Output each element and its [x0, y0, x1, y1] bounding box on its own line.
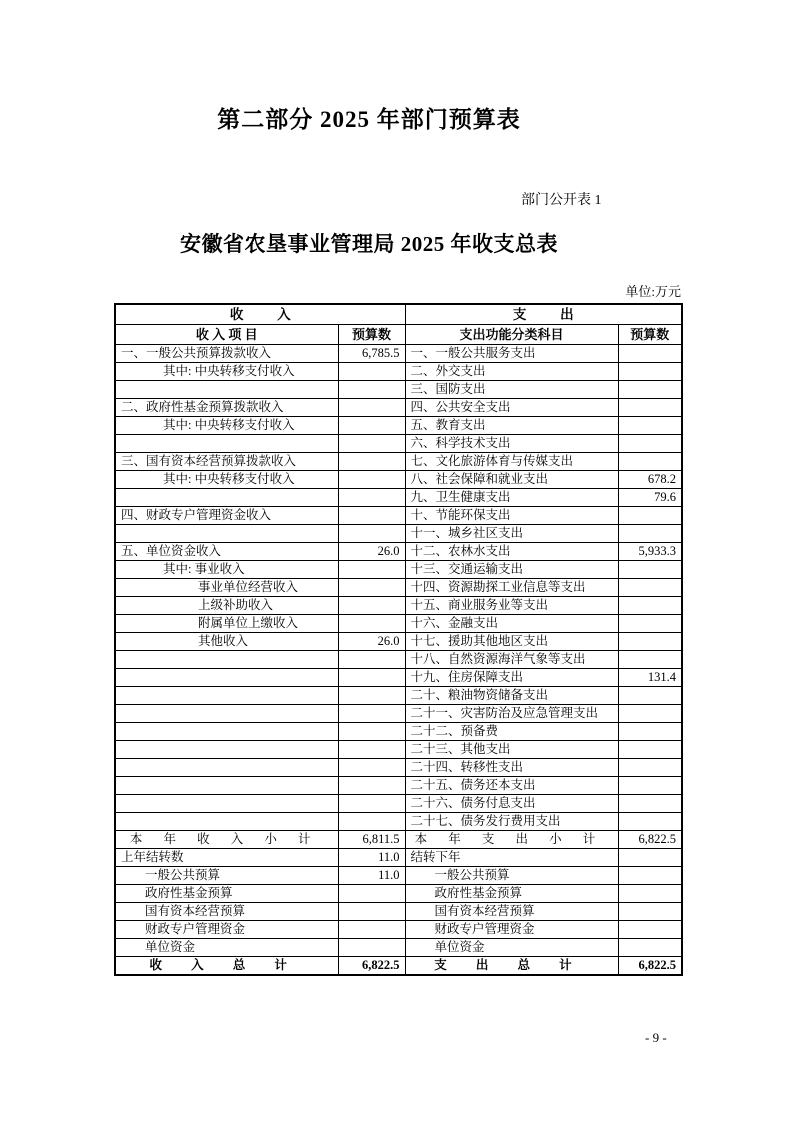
income-value-cell	[338, 506, 405, 524]
expense-item-cell: 六、科学技术支出	[405, 434, 618, 452]
income-value-cell: 11.0	[338, 866, 405, 884]
income-item-cell: 五、单位资金收入	[115, 542, 338, 560]
income-value-cell: 11.0	[338, 848, 405, 866]
expense-value-cell	[618, 452, 682, 470]
income-item-cell	[115, 686, 338, 704]
budget-row	[115, 542, 682, 560]
budget-row	[115, 596, 682, 614]
expense-value-cell	[618, 362, 682, 380]
expense-value-cell: 79.6	[618, 488, 682, 506]
expense-item-cell: 十四、资源勘探工业信息等支出	[405, 578, 618, 596]
budget-row	[115, 506, 682, 524]
income-value-cell	[338, 884, 405, 902]
budget-row	[115, 560, 682, 578]
income-item-cell: 四、财政专户管理资金收入	[115, 506, 338, 524]
expense-item-cell: 单位资金	[405, 938, 618, 956]
expense-item-cell: 十一、城乡社区支出	[405, 524, 618, 542]
income-item-cell: 其中: 中央转移支付收入	[115, 470, 338, 488]
expense-item-cell: 二、外交支出	[405, 362, 618, 380]
expense-value-cell: 6,822.5	[618, 830, 682, 848]
income-value-cell	[338, 650, 405, 668]
budget-row	[115, 488, 682, 506]
income-item-cell: 本 年 收 入 小 计	[115, 830, 338, 848]
document-title: 第二部分 2025 年部门预算表	[217, 107, 521, 132]
expense-value-cell	[618, 884, 682, 902]
column-header-row	[115, 324, 682, 344]
expense-value-cell	[618, 560, 682, 578]
income-item-cell	[115, 488, 338, 506]
expense-value-cell	[618, 938, 682, 956]
budget-row	[115, 434, 682, 452]
income-value-cell	[338, 938, 405, 956]
income-item-cell: 政府性基金预算	[115, 884, 338, 902]
budget-row	[115, 398, 682, 416]
expense-value-cell	[618, 416, 682, 434]
budget-row	[115, 380, 682, 398]
budget-row	[115, 704, 682, 722]
income-item-cell: 其中: 事业收入	[115, 560, 338, 578]
budget-row	[115, 344, 682, 362]
income-value-cell	[338, 596, 405, 614]
expense-value-cell	[618, 344, 682, 362]
income-item-cell: 二、政府性基金预算拨款收入	[115, 398, 338, 416]
expense-value-cell	[618, 398, 682, 416]
expense-value-cell	[618, 380, 682, 398]
expense-item-cell: 三、国防支出	[405, 380, 618, 398]
budget-row	[115, 740, 682, 758]
income-item-cell	[115, 524, 338, 542]
budget-row	[115, 632, 682, 650]
expense-value-cell	[618, 794, 682, 812]
income-value-cell	[338, 776, 405, 794]
income-item-cell	[115, 758, 338, 776]
income-item-cell	[115, 794, 338, 812]
budget-table	[114, 303, 683, 976]
income-value-cell	[338, 380, 405, 398]
income-item-cell	[115, 650, 338, 668]
budget-row	[115, 578, 682, 596]
income-section-header: 收 入	[115, 304, 405, 324]
income-value-cell	[338, 488, 405, 506]
expense-item-cell: 二十、粮油物资储备支出	[405, 686, 618, 704]
expense-item-cell: 本 年 支 出 小 计	[405, 830, 618, 848]
income-budget-column-header: 预算数	[338, 324, 405, 344]
income-value-cell: 6,811.5	[338, 830, 405, 848]
expense-item-cell: 结转下年	[405, 848, 618, 866]
income-value-cell	[338, 362, 405, 380]
expense-item-cell: 九、卫生健康支出	[405, 488, 618, 506]
income-value-cell	[338, 902, 405, 920]
income-item-cell: 其中: 中央转移支付收入	[115, 362, 338, 380]
income-value-cell	[338, 524, 405, 542]
income-value-cell	[338, 668, 405, 686]
income-item-cell	[115, 740, 338, 758]
income-value-cell: 26.0	[338, 542, 405, 560]
expense-value-cell	[618, 686, 682, 704]
expense-item-cell: 二十一、灾害防治及应急管理支出	[405, 704, 618, 722]
table-title: 安徽省农垦事业管理局 2025 年收支总表	[180, 232, 558, 256]
expense-item-cell: 二十四、转移性支出	[405, 758, 618, 776]
income-item-cell: 事业单位经营收入	[115, 578, 338, 596]
income-value-cell: 6,822.5	[338, 956, 405, 975]
income-value-cell	[338, 758, 405, 776]
income-item-cell	[115, 704, 338, 722]
expense-item-cell: 五、教育支出	[405, 416, 618, 434]
expense-value-cell	[618, 524, 682, 542]
expense-value-cell	[618, 920, 682, 938]
income-item-column-header: 收 入 项 目	[115, 324, 338, 344]
expense-value-cell: 5,933.3	[618, 542, 682, 560]
expense-item-cell: 四、公共安全支出	[405, 398, 618, 416]
expense-value-cell: 678.2	[618, 470, 682, 488]
expense-item-cell: 十三、交通运输支出	[405, 560, 618, 578]
budget-row	[115, 452, 682, 470]
income-item-cell: 其中: 中央转移支付收入	[115, 416, 338, 434]
budget-row	[115, 794, 682, 812]
expense-budget-column-header: 预算数	[618, 324, 682, 344]
income-value-cell	[338, 740, 405, 758]
expense-value-cell	[618, 902, 682, 920]
expense-value-cell	[618, 758, 682, 776]
budget-row	[115, 524, 682, 542]
expense-value-cell	[618, 650, 682, 668]
income-value-cell	[338, 398, 405, 416]
expense-value-cell	[618, 722, 682, 740]
income-item-cell: 单位资金	[115, 938, 338, 956]
expense-item-cell: 八、社会保障和就业支出	[405, 470, 618, 488]
expense-value-cell	[618, 866, 682, 884]
unit-note: 单位:万元	[625, 284, 681, 299]
income-value-cell	[338, 560, 405, 578]
expense-item-cell: 十五、商业服务业等支出	[405, 596, 618, 614]
income-item-cell: 上年结转数	[115, 848, 338, 866]
expense-value-cell	[618, 506, 682, 524]
expense-value-cell: 131.4	[618, 668, 682, 686]
expense-value-cell	[618, 776, 682, 794]
expense-item-cell: 一、一般公共服务支出	[405, 344, 618, 362]
income-item-cell: 财政专户管理资金	[115, 920, 338, 938]
budget-row	[115, 884, 682, 902]
income-item-cell: 一、一般公共预算拨款收入	[115, 344, 338, 362]
income-item-cell	[115, 668, 338, 686]
expense-item-cell: 国有资本经营预算	[405, 902, 618, 920]
budget-row	[115, 866, 682, 884]
expense-item-cell: 财政专户管理资金	[405, 920, 618, 938]
budget-row	[115, 758, 682, 776]
expense-item-cell: 政府性基金预算	[405, 884, 618, 902]
table-label: 部门公开表 1	[521, 193, 602, 208]
income-item-cell: 收 入 总 计	[115, 956, 338, 975]
expense-section-header: 支 出	[405, 304, 682, 324]
expense-item-cell: 十九、住房保障支出	[405, 668, 618, 686]
expense-item-cell: 二十二、预备费	[405, 722, 618, 740]
budget-row	[115, 614, 682, 632]
income-value-cell	[338, 578, 405, 596]
expense-value-cell	[618, 812, 682, 830]
expense-item-column-header: 支出功能分类科目	[405, 324, 618, 344]
expense-value-cell	[618, 434, 682, 452]
page-number: - 9 -	[645, 1030, 667, 1045]
expense-item-cell: 一般公共预算	[405, 866, 618, 884]
expense-item-cell: 支 出 总 计	[405, 956, 618, 975]
income-item-cell: 上级补助收入	[115, 596, 338, 614]
income-value-cell	[338, 722, 405, 740]
budget-row	[115, 848, 682, 866]
income-item-cell	[115, 434, 338, 452]
income-item-cell: 一般公共预算	[115, 866, 338, 884]
income-value-cell	[338, 434, 405, 452]
expense-value-cell	[618, 632, 682, 650]
section-header-row	[115, 304, 682, 324]
budget-row	[115, 722, 682, 740]
income-value-cell: 6,785.5	[338, 344, 405, 362]
budget-row	[115, 956, 682, 975]
expense-item-cell: 二十五、债务还本支出	[405, 776, 618, 794]
budget-row	[115, 650, 682, 668]
expense-value-cell	[618, 578, 682, 596]
budget-row	[115, 902, 682, 920]
expense-item-cell: 十八、自然资源海洋气象等支出	[405, 650, 618, 668]
budget-row	[115, 416, 682, 434]
expense-value-cell	[618, 704, 682, 722]
income-item-cell: 三、国有资本经营预算拨款收入	[115, 452, 338, 470]
expense-value-cell	[618, 848, 682, 866]
income-value-cell	[338, 452, 405, 470]
budget-row	[115, 920, 682, 938]
income-item-cell: 国有资本经营预算	[115, 902, 338, 920]
income-item-cell	[115, 380, 338, 398]
expense-item-cell: 七、文化旅游体育与传媒支出	[405, 452, 618, 470]
budget-row	[115, 362, 682, 380]
expense-item-cell: 十七、援助其他地区支出	[405, 632, 618, 650]
expense-item-cell: 二十六、债务付息支出	[405, 794, 618, 812]
budget-row	[115, 776, 682, 794]
budget-row	[115, 812, 682, 830]
income-value-cell	[338, 470, 405, 488]
expense-value-cell	[618, 596, 682, 614]
income-item-cell	[115, 776, 338, 794]
expense-value-cell	[618, 740, 682, 758]
expense-item-cell: 二十三、其他支出	[405, 740, 618, 758]
income-value-cell	[338, 686, 405, 704]
budget-row	[115, 686, 682, 704]
income-value-cell: 26.0	[338, 632, 405, 650]
income-value-cell	[338, 812, 405, 830]
budget-row	[115, 470, 682, 488]
expense-item-cell: 二十七、债务发行费用支出	[405, 812, 618, 830]
income-value-cell	[338, 704, 405, 722]
budget-row	[115, 830, 682, 848]
expense-value-cell	[618, 614, 682, 632]
expense-item-cell: 十、节能环保支出	[405, 506, 618, 524]
income-item-cell	[115, 812, 338, 830]
expense-item-cell: 十二、农林水支出	[405, 542, 618, 560]
income-value-cell	[338, 794, 405, 812]
income-item-cell	[115, 722, 338, 740]
income-value-cell	[338, 614, 405, 632]
income-item-cell: 附属单位上缴收入	[115, 614, 338, 632]
budget-row	[115, 668, 682, 686]
budget-row	[115, 938, 682, 956]
expense-item-cell: 十六、金融支出	[405, 614, 618, 632]
income-value-cell	[338, 416, 405, 434]
expense-value-cell: 6,822.5	[618, 956, 682, 975]
income-item-cell: 其他收入	[115, 632, 338, 650]
income-value-cell	[338, 920, 405, 938]
